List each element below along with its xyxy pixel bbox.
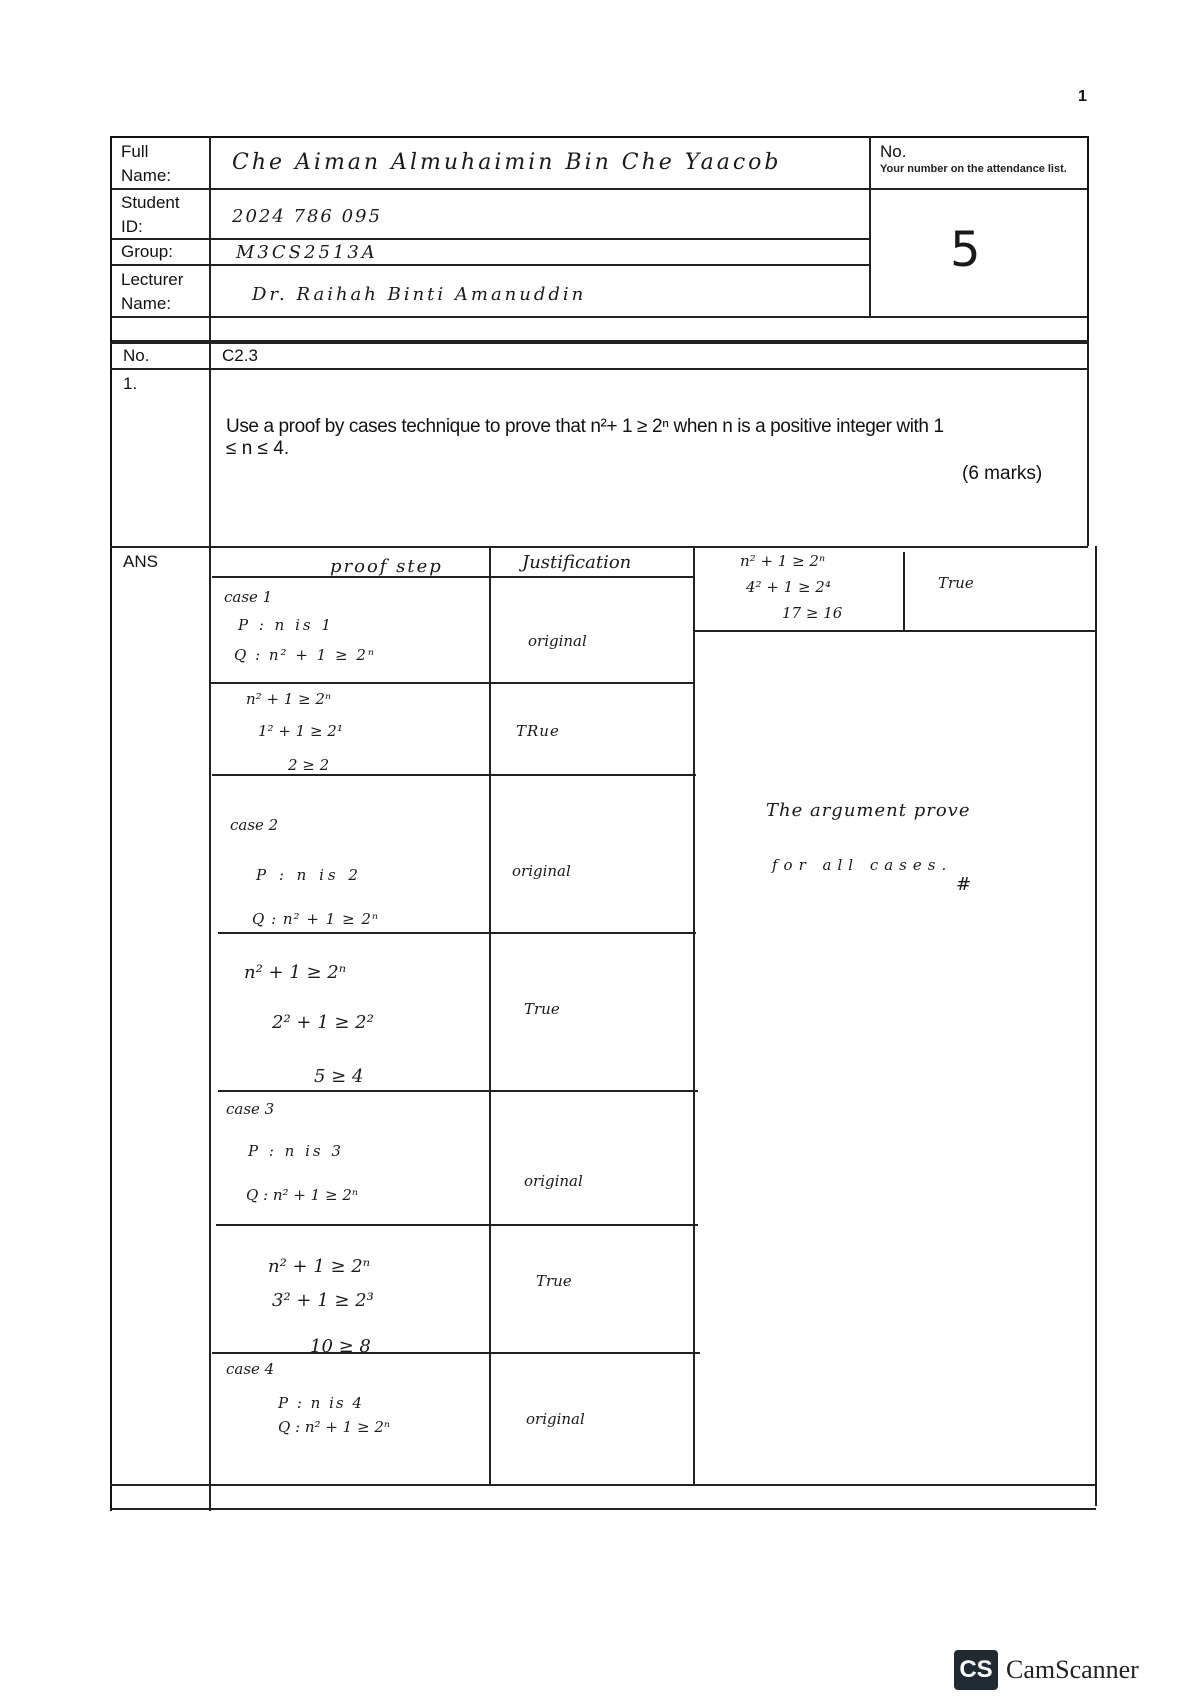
full-name-label: Full Name: (121, 142, 172, 185)
proof-line: P : n is 2 (256, 866, 362, 884)
justification-cell: original (528, 632, 587, 650)
full-name-value: Che Aiman Almuhaimin Bin Che Yaacob (232, 150, 782, 175)
no-hint: Your number on the attendance list. (880, 163, 1067, 175)
question-text-line2: ≤ n ≤ 4. (226, 438, 290, 459)
camscanner-text: CamScanner (1006, 1655, 1139, 1684)
side-line: 4² + 1 ≥ 2⁴ (746, 578, 831, 596)
proof-line: P : n is 4 (278, 1394, 364, 1412)
lecturer-value: Dr. Raihah Binti Amanuddin (252, 284, 587, 305)
justification-header: Justification (522, 552, 632, 573)
answer-label: ANS (123, 552, 158, 571)
camscanner-badge: CS (954, 1650, 998, 1690)
proof-line: 5 ≥ 4 (314, 1066, 364, 1087)
proof-step-header: proof step (330, 556, 443, 577)
proof-line: Q : n² + 1 ≥ 2ⁿ (246, 1186, 358, 1204)
side-line: 17 ≥ 16 (782, 604, 843, 622)
lecturer-label: Lecturer Name: (121, 270, 184, 313)
proof-line: n² + 1 ≥ 2ⁿ (268, 1256, 371, 1277)
proof-line: 10 ≥ 8 (310, 1336, 371, 1357)
proof-line: 1² + 1 ≥ 2¹ (258, 722, 343, 740)
justification-cell: True (524, 1000, 560, 1018)
proof-line: Q : n² + 1 ≥ 2ⁿ (278, 1418, 390, 1436)
justification-cell: original (512, 862, 571, 880)
proof-line: 2² + 1 ≥ 2² (272, 1012, 374, 1033)
proof-line: P : n is 1 (238, 616, 334, 634)
proof-line: 2 ≥ 2 (288, 756, 330, 774)
justification-cell: TRue (516, 722, 560, 740)
proof-line: case 1 (224, 588, 273, 606)
proof-line: 3² + 1 ≥ 2³ (272, 1290, 374, 1311)
side-justification: True (938, 574, 974, 592)
proof-line: P : n is 3 (248, 1142, 344, 1160)
proof-line: case 3 (226, 1100, 275, 1118)
question-marks: (6 marks) (962, 463, 1043, 484)
proof-line: n² + 1 ≥ 2ⁿ (244, 962, 347, 983)
no-label: No. (880, 142, 907, 161)
justification-cell: True (536, 1272, 572, 1290)
proof-line: case 4 (226, 1360, 275, 1378)
justification-cell: original (526, 1410, 585, 1428)
proof-line: case 2 (230, 816, 279, 834)
justification-cell: original (524, 1172, 583, 1190)
proof-line: n² + 1 ≥ 2ⁿ (246, 690, 332, 708)
group-label: Group: (121, 242, 173, 261)
question-text-line1: Use a proof by cases technique to prove that n²+ 1 ≥ 2ⁿ when n is a positive integer with 1 (226, 416, 944, 437)
question-code: C2.3 (222, 346, 258, 365)
page-number: 1 (1078, 88, 1087, 105)
proof-line: Q : n² + 1 ≥ 2ⁿ (252, 910, 379, 928)
question-no-label: No. (123, 346, 150, 365)
attendance-number: 5 (950, 222, 981, 278)
group-value: M3CS2513A (236, 242, 378, 263)
question-item-number: 1. (123, 374, 138, 393)
side-line: n² + 1 ≥ 2ⁿ (740, 552, 826, 570)
student-id-label: Student ID: (121, 193, 180, 236)
conclusion-mark: # (956, 874, 972, 895)
proof-line: Q : n² + 1 ≥ 2ⁿ (234, 646, 376, 664)
student-id-value: 2024 786 095 (232, 206, 382, 227)
conclusion-line1: The argument prove (766, 800, 971, 821)
conclusion-line2: for all cases. (772, 856, 953, 874)
camscanner-logo (954, 1650, 1139, 1690)
